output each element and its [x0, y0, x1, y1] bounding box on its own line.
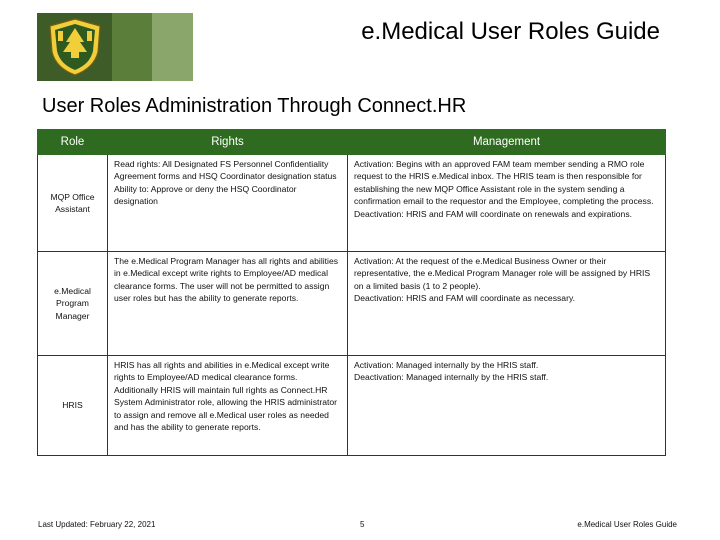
- rights-text: HRIS has all rights and abilities in e.Medical except write rights to Employee/AD medical clearance forms. Additionally HRIS will maintain full rights as Connect.HR System Administrator role, allowing the HRIS administrator to assign and remove all e.Medical user roles as needed and has the ability to generate reports.: [114, 360, 338, 433]
- rights-text: Ability to: Approve or deny the HSQ Coordinator designation: [114, 183, 297, 207]
- management-text: Deactivation: Managed internally by the HRIS staff.: [354, 372, 549, 383]
- management-cell: [348, 356, 666, 456]
- table-row: [38, 155, 666, 252]
- role-cell: HRIS: [38, 356, 108, 456]
- document-title: e.Medical User Roles Guide: [361, 18, 660, 45]
- forest-service-shield-icon: [44, 16, 106, 78]
- management-text: Activation: Begins with an approved FAM team member sending a RMO role request to the HRIS e.Medical inbox. The HRIS team is then responsible for establishing the new MQP Office Assistant role in the system sending a confirmation email to the requestor and the Employee, completing the process.: [354, 159, 654, 207]
- column-header-role: Role: [38, 130, 108, 155]
- footer-doc-name: e.Medical User Roles Guide: [577, 520, 677, 529]
- footer-page-number: 5: [360, 520, 365, 529]
- role-cell: e.Medical Program Manager: [38, 252, 108, 356]
- management-text: Deactivation: HRIS and FAM will coordinate on renewals and expirations.: [354, 208, 633, 219]
- management-cell: [348, 155, 666, 252]
- table-header-row: [38, 130, 666, 155]
- rights-cell: [108, 252, 348, 356]
- management-text: Activation: At the request of the e.Medical Business Owner or their representative, the e.Medical Program Manager role will be assigned by HRIS on a limited basis (1 to 2 people).: [354, 256, 651, 291]
- management-text: Deactivation: HRIS and FAM will coordinate as necessary.: [354, 293, 575, 304]
- table-row: [38, 356, 666, 456]
- role-cell: MQP Office Assistant: [38, 155, 108, 252]
- rights-cell: [108, 356, 348, 456]
- table-row: [38, 252, 666, 356]
- section-heading: User Roles Administration Through Connect.HR: [42, 95, 467, 117]
- management-cell: [348, 252, 666, 356]
- user-roles-table: [37, 129, 666, 456]
- header-block-mid: [112, 13, 152, 81]
- management-text: Activation: Managed internally by the HRIS staff.: [354, 360, 539, 370]
- footer-last-updated: Last Updated: February 22, 2021: [38, 520, 156, 529]
- rights-cell: [108, 155, 348, 252]
- header-block-light: [152, 13, 193, 81]
- rights-text: Read rights: All Designated FS Personnel Confidentiality Agreement forms and HSQ Coordinator designation status: [114, 159, 337, 182]
- column-header-rights: Rights: [108, 130, 348, 155]
- column-header-management: Management: [348, 130, 666, 155]
- rights-text: The e.Medical Program Manager has all rights and abilities in e.Medical except write rights to Employee/AD medical clearance forms. The user will not be permitted to assign user roles but has the ability to generate reports.: [114, 256, 339, 304]
